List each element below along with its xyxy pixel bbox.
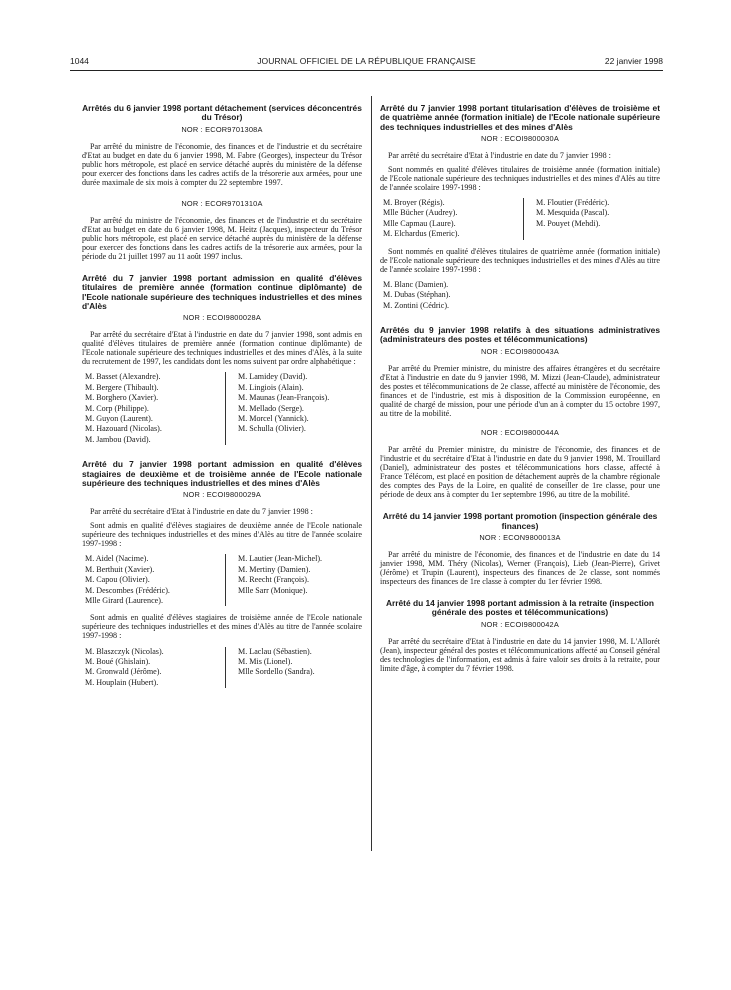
decree-paragraph: Sont admis en qualité d'élèves stagiaires de deuxième année de l'Ecole nationale supérieure des techniques industrielles et des mines d'Alès au titre de l'année scolaire 1997-1998 :: [82, 521, 362, 549]
names-column: [82, 372, 225, 445]
list-item: M. Mertiny (Damien).: [238, 564, 311, 574]
list-item: M. Schulla (Olivier).: [238, 424, 306, 434]
list-item: Mlle Sarr (Monique).: [238, 585, 308, 595]
list-item: M. Mesquida (Pascal).: [536, 208, 610, 218]
decree-retraite: [380, 599, 660, 673]
list-item: M. Morcel (Yannick).: [238, 414, 309, 424]
list-item: M. Houplain (Hubert).: [85, 677, 159, 687]
names-column: [225, 647, 362, 689]
decree-title: Arrêté du 7 janvier 1998 portant admission en qualité d'élèves stagiaires de deuxième et de troisième année de l'Ecole nationale supérieure des techniques industrielles et des mines d'Alès: [82, 459, 362, 488]
list-item: M. Berthuit (Xavier).: [85, 564, 155, 574]
decree-paragraph: Par arrêté du ministre de l'économie, des finances et de l'industrie et du secrétaire d'Etat au budget en date du 6 janvier 1998, M. Heitz (Jacques), inspecteur du Trésor public hors métropole, est placé en service détaché auprès du ministère de la défense pour exercer des fonctions dans les cadres actifs de la trésorerie aux armées, pour la période du 21 juillet 1997 au 11 août 1997 inclus.: [82, 215, 362, 262]
list-item: M. Dubas (Stéphan).: [383, 290, 451, 300]
names-list: [82, 554, 362, 606]
names-column: [523, 198, 660, 240]
list-item: M. Pouyet (Mehdi).: [536, 218, 601, 228]
names-list: [380, 280, 660, 311]
decree-detachement-tresor: [82, 104, 362, 261]
decree-paragraph: Par arrêté du secrétaire d'Etat à l'industrie en date du 7 janvier 1998 :: [90, 507, 313, 517]
nor-reference: NOR : ECOI9800044A: [481, 427, 559, 437]
decree-stagiaires: [82, 460, 362, 688]
decree-promotion-igf: [380, 512, 660, 586]
right-column: [380, 104, 660, 678]
list-item: M. Basset (Alexandre).: [85, 372, 161, 382]
decree-paragraph: Sont nommés en qualité d'élèves titulaires de quatrième année (formation initiale) de l'Ecole nationale supérieure des techniques industrielles et des mines d'Alès au titre de l'année scolaire 1997-1998 :: [380, 246, 660, 274]
decree-paragraph: Par arrêté du ministre de l'économie, des finances et de l'industrie en date du 14 janvier 1998, MM. Théry (Nicolas), Werner (François), Lieb (Jean-Pierre), Grivet (Jérôme) et Trupin (Laurent), inspecteurs des finances de 2e classe, sont nommés inspecteurs des finances de 1re classe à compter du 1er février 1998.: [380, 549, 660, 586]
page-number: 1044: [70, 56, 89, 66]
decree-title: Arrêté du 7 janvier 1998 portant titularisation d'élèves de troisième et de quatrième année (formation initiale) de l'Ecole nationale supérieure des techniques industrielles et des mines d'Alès: [380, 103, 660, 132]
decree-title: Arrêtés du 9 janvier 1998 relatifs à des situations administratives (administrateurs des postes et télécommunications): [380, 325, 660, 345]
nor-reference: NOR : ECOI9800029A: [183, 490, 261, 500]
names-column: [82, 647, 225, 689]
names-column: [225, 372, 362, 445]
list-item: M. Hazouard (Nicolas).: [85, 424, 162, 434]
list-item: M. Lautier (Jean-Michel).: [238, 554, 323, 564]
list-item: M. Blaszczyk (Nicolas).: [85, 646, 164, 656]
decree-titularisation: [380, 104, 660, 311]
decree-paragraph: Sont nommés en qualité d'élèves titulaires de troisième année (formation initiale) de l'Ecole nationale supérieure des techniques industrielles et des mines d'Alès au titre de l'année scolaire 1997-1998 :: [380, 164, 660, 193]
list-item: M. Mis (Lionel).: [238, 656, 293, 666]
list-item: M. Guyon (Laurent).: [85, 414, 153, 424]
list-item: Mlle Capmau (Laure).: [383, 218, 456, 228]
nor-reference: NOR : ECOR9701308A: [181, 124, 263, 134]
list-item: M. Lingiois (Alain).: [238, 382, 304, 392]
decree-administrateurs-postes: [380, 326, 660, 499]
list-item: M. Gronwald (Jérôme).: [85, 667, 162, 677]
list-item: Mlle Sordello (Sandra).: [238, 667, 315, 677]
names-column: [380, 280, 523, 311]
list-item: Mlle Bücher (Audrey).: [383, 208, 458, 218]
running-header: [70, 56, 663, 70]
list-item: M. Maunas (Jean-François).: [238, 393, 330, 403]
decree-title: Arrêtés du 6 janvier 1998 portant détachement (services déconcentrés du Trésor): [82, 103, 362, 123]
list-item: M. Zontini (Cédric).: [383, 300, 450, 310]
decree-paragraph: Par arrêté du secrétaire d'Etat à l'industrie en date du 7 janvier 1998, sont admis en qualité d'élèves titulaires de première année (formation continue diplômante) de l'Ecole nationale supérieure des techniques industrielles et des mines d'Alès, à la suite du recrutement de 1997, les candidats dont les noms suivent par ordre alphabétique :: [82, 330, 362, 367]
list-item: M. Borghero (Xavier).: [85, 393, 159, 403]
journal-title: JOURNAL OFFICIEL DE LA RÉPUBLIQUE FRANÇAISE: [257, 56, 476, 66]
decree-paragraph: Par arrêté du secrétaire d'Etat à l'industrie en date du 7 janvier 1998 :: [388, 150, 611, 160]
left-column: [82, 104, 362, 695]
names-column: [380, 198, 523, 240]
list-item: M. Laclau (Sébastien).: [238, 646, 312, 656]
decree-title: Arrêté du 7 janvier 1998 portant admission en qualité d'élèves titulaires de première année (formation continue diplômante) de l'Ecole nationale supérieure des techniques industrielles et des mines d'Alès: [82, 273, 362, 311]
names-list: [380, 198, 660, 240]
nor-reference: NOR : ECOI9800043A: [481, 346, 559, 356]
names-list: [82, 372, 362, 445]
list-item: M. Floutier (Frédéric).: [536, 198, 610, 208]
decree-title: Arrêté du 14 janvier 1998 portant promotion (inspection générale des finances): [382, 511, 658, 531]
header-rule: [70, 70, 663, 71]
list-item: M. Jambou (David).: [85, 434, 151, 444]
list-item: M. Broyer (Régis).: [383, 198, 445, 208]
list-item: M. Mellado (Serge).: [238, 403, 304, 413]
decree-title: Arrêté du 14 janvier 1998 portant admission à la retraite (inspection générale des postes et télécommunications): [385, 598, 655, 618]
names-column: [225, 554, 362, 606]
issue-date: 22 janvier 1998: [604, 56, 663, 66]
list-item: M. Boué (Ghislain).: [85, 656, 151, 666]
list-item: M. Corp (Philippe).: [85, 403, 149, 413]
decree-paragraph: Par arrêté du ministre de l'économie, des finances et de l'industrie et du secrétaire d'Etat au budget en date du 6 janvier 1998, M. Fabre (Georges), inspecteur du Trésor public hors métropole, est placé en service détaché auprès du ministère de la défense pour exercer des fonctions dans les cadres actifs de la trésorerie aux armées, pour une durée maximale de six mois à compter du 22 septembre 1997.: [82, 141, 362, 187]
list-item: M. Descombes (Frédéric).: [85, 585, 170, 595]
list-item: M. Blanc (Damien).: [383, 279, 449, 289]
list-item: M. Reecht (François).: [238, 575, 310, 585]
list-item: M. Elchardus (Emeric).: [383, 229, 460, 239]
nor-reference: NOR : ECOI9800030A: [481, 133, 559, 143]
column-divider: [371, 96, 372, 851]
names-list: [82, 647, 362, 689]
decree-premiere-annee: [82, 274, 362, 445]
list-item: M. Capou (Olivier).: [85, 575, 150, 585]
list-item: M. Bergere (Thibault).: [85, 382, 159, 392]
names-column: [82, 554, 225, 606]
list-item: M. Aidel (Nacime).: [85, 554, 149, 564]
nor-reference: NOR : ECOI9800042A: [481, 619, 559, 629]
decree-paragraph: Par arrêté du Premier ministre, du ministre de l'économie, des finances et de l'industrie et du secrétaire d'Etat à l'industrie en date du 9 janvier 1998, M. Trouillard (Daniel), administrateur des postes et télécommunications hors classe, affecté à France Télécom, est placé en position de détachement auprès de la chambre régionale des comptes des Pays de la Loire, en qualité de conseiller de 1re classe, pour une période de deux ans à compter du 1er septembre 1996, au titre de la mobilité.: [380, 444, 660, 500]
decree-paragraph: Par arrêté du secrétaire d'Etat à l'industrie en date du 14 janvier 1998, M. L'Allorét (Jean), inspecteur général des postes et télécommunications affecté au Conseil général des technologies de l'information, est admis à faire valoir ses droits à la retraite, pour limite d'âge, à compter du 7 février 1998.: [380, 636, 660, 673]
decree-paragraph: Sont admis en qualité d'élèves stagiaires de troisième année de l'Ecole nationale supérieure des techniques industrielles et des mines d'Alès au titre de l'année scolaire 1997-1998 :: [82, 613, 362, 641]
nor-reference: NOR : ECOI9800028A: [183, 313, 261, 323]
decree-paragraph: Par arrêté du Premier ministre, du ministre des affaires étrangères et du secrétaire d'Etat à l'industrie en date du 9 janvier 1998, M. Mizzi (Jean-Claude), administrateur des postes et télécommunications de 2e classe, affecté au ministère de l'économie, des finances et de l'industrie, est mis à disposition de la Commission européenne, en qualité de chargé de mission, pour une période d'un an à compter du 15 octobre 1997, au titre de la mobilité.: [380, 363, 660, 418]
nor-reference: NOR : ECON9800013A: [479, 532, 561, 542]
nor-reference: NOR : ECOR9701310A: [181, 198, 263, 208]
list-item: Mlle Girard (Laurence).: [85, 595, 163, 605]
list-item: M. Lamidey (David).: [238, 372, 308, 382]
